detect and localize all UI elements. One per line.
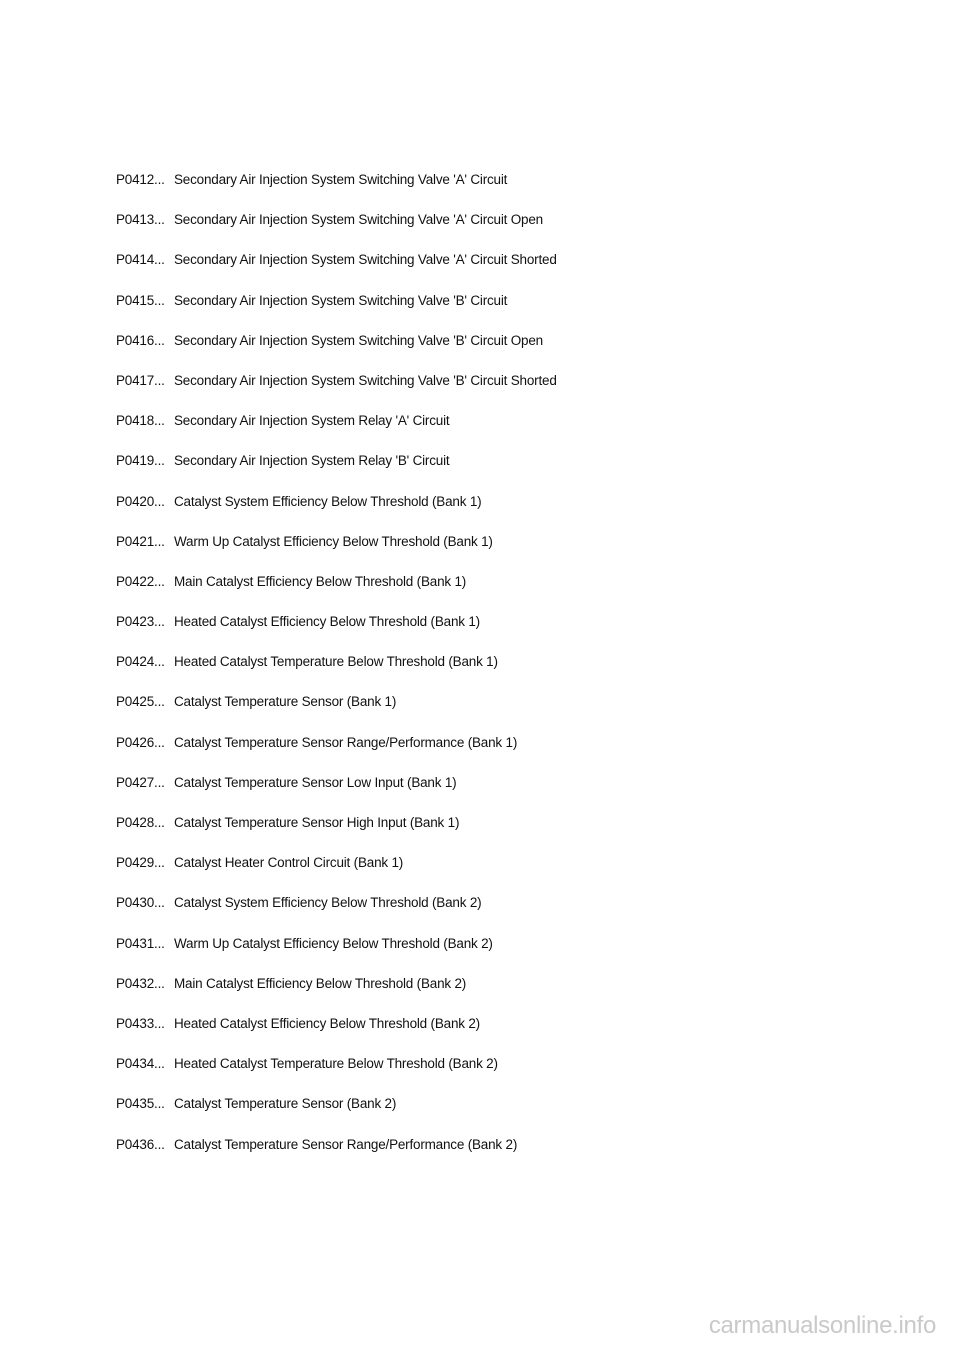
code-description: Catalyst Temperature Sensor Range/Performance (Bank 1) [174, 734, 518, 750]
code-number: P0430... [116, 895, 165, 911]
code-description: Catalyst Temperature Sensor (Bank 2) [174, 1096, 397, 1112]
code-row [116, 452, 736, 492]
site-watermark: carmanualsonline.info [708, 1312, 936, 1339]
code-row [116, 332, 736, 372]
code-description: Secondary Air Injection System Relay 'A' Circuit [174, 413, 450, 429]
code-row [116, 975, 736, 1015]
code-number: P0426... [116, 734, 165, 750]
code-description: Catalyst System Efficiency Below Threshold (Bank 1) [174, 493, 482, 509]
code-description: Secondary Air Injection System Switching Valve 'A' Circuit Shorted [174, 252, 557, 268]
code-row [116, 211, 736, 251]
code-row [116, 774, 736, 814]
code-number: P0420... [116, 493, 165, 509]
code-number: P0417... [116, 372, 165, 388]
code-number: P0421... [116, 533, 165, 549]
code-description: Catalyst System Efficiency Below Threshold (Bank 2) [174, 895, 482, 911]
code-row [116, 573, 736, 613]
code-description: Main Catalyst Efficiency Below Threshold (Bank 2) [174, 975, 467, 991]
code-row [116, 653, 736, 693]
code-number: P0424... [116, 654, 165, 670]
code-description: Catalyst Heater Control Circuit (Bank 1) [174, 855, 404, 871]
code-number: P0434... [116, 1056, 165, 1072]
code-description: Heated Catalyst Efficiency Below Threshold (Bank 2) [174, 1015, 480, 1031]
code-row [116, 693, 736, 733]
code-number: P0433... [116, 1015, 165, 1031]
code-row [116, 1095, 736, 1135]
code-number: P0415... [116, 292, 165, 308]
code-number: P0416... [116, 332, 165, 348]
code-row [116, 171, 736, 211]
code-description: Catalyst Temperature Sensor High Input (Bank 1) [174, 815, 460, 830]
code-number: P0418... [116, 413, 165, 429]
code-row [116, 533, 736, 573]
code-row [116, 894, 736, 934]
code-number: P0428... [116, 815, 165, 830]
code-description: Catalyst Temperature Sensor Range/Performance (Bank 2) [174, 1136, 518, 1152]
code-row [116, 935, 736, 975]
code-number: P0427... [116, 774, 165, 790]
trouble-code-list [116, 171, 736, 1176]
code-number: P0436... [116, 1136, 165, 1152]
code-description: Secondary Air Injection System Switching Valve 'A' Circuit [174, 172, 508, 187]
code-number: P0431... [116, 935, 165, 951]
code-row [116, 292, 736, 332]
code-description: Catalyst Temperature Sensor Low Input (Bank 1) [174, 774, 457, 790]
code-description: Secondary Air Injection System Switching Valve 'A' Circuit Open [174, 212, 543, 228]
code-description: Main Catalyst Efficiency Below Threshold (Bank 1) [174, 573, 467, 589]
code-row [116, 854, 736, 894]
code-description: Heated Catalyst Efficiency Below Threshold (Bank 1) [174, 614, 480, 630]
code-number: P0429... [116, 855, 165, 871]
code-row [116, 613, 736, 653]
code-row [116, 1055, 736, 1095]
code-description: Secondary Air Injection System Switching Valve 'B' Circuit Open [174, 332, 543, 348]
code-description: Secondary Air Injection System Switching Valve 'B' Circuit [174, 292, 508, 308]
code-description: Secondary Air Injection System Switching Valve 'B' Circuit Shorted [174, 372, 557, 388]
code-number: P0413... [116, 212, 165, 228]
code-row [116, 251, 736, 291]
code-number: P0435... [116, 1096, 165, 1112]
code-description: Warm Up Catalyst Efficiency Below Threshold (Bank 1) [174, 533, 493, 549]
code-number: P0423... [116, 614, 165, 630]
code-number: P0432... [116, 975, 165, 991]
code-number: P0422... [116, 573, 165, 589]
code-row [116, 493, 736, 533]
code-row [116, 1015, 736, 1055]
code-row [116, 412, 736, 452]
code-description: Secondary Air Injection System Relay 'B' Circuit [174, 453, 450, 469]
code-row [116, 372, 736, 412]
code-description: Heated Catalyst Temperature Below Threshold (Bank 2) [174, 1056, 498, 1072]
code-number: P0419... [116, 453, 165, 469]
code-row [116, 1136, 736, 1176]
code-row [116, 734, 736, 774]
code-row [116, 814, 736, 854]
code-number: P0425... [116, 694, 165, 710]
code-description: Warm Up Catalyst Efficiency Below Threshold (Bank 2) [174, 935, 493, 951]
code-number: P0412... [116, 172, 165, 187]
code-description: Heated Catalyst Temperature Below Threshold (Bank 1) [174, 654, 498, 670]
code-description: Catalyst Temperature Sensor (Bank 1) [174, 694, 397, 710]
code-number: P0414... [116, 252, 165, 268]
